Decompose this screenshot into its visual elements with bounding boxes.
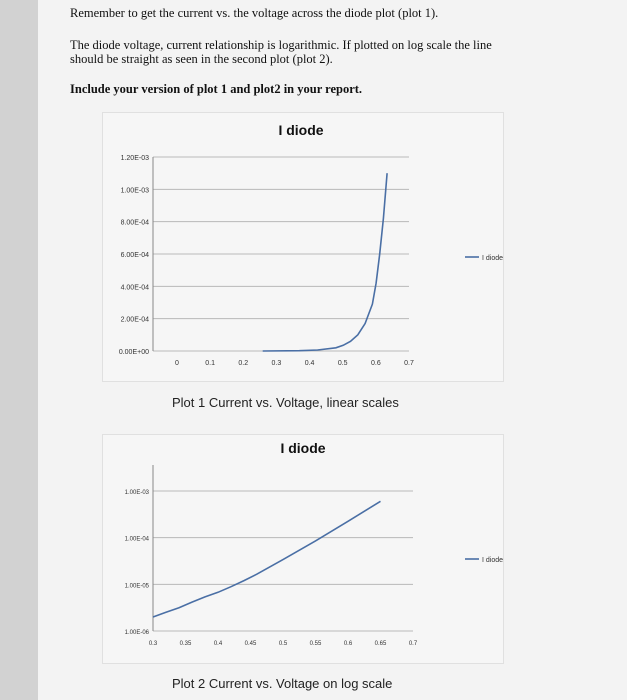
plot1-title: I diode (278, 122, 324, 138)
plot1-svg (103, 113, 503, 381)
plot1-x-tick-label: 0.3 (271, 360, 282, 367)
plot1-x-tick-label: 0.4 (304, 360, 315, 367)
instruction-line-1: Remember to get the current vs. the voltage across the diode plot (plot 1). (70, 6, 439, 20)
plot2-x-tick-label: 0.35 (179, 641, 192, 647)
plot1-y-tick-label: 1.00E-03 (120, 187, 149, 195)
plot2-x-tick-label: 0.6 (343, 641, 353, 647)
document-page (38, 0, 627, 700)
plot2-legend-label: I diode (482, 557, 503, 564)
plot1-y-tick-label: 6.00E-04 (120, 252, 149, 259)
plot2-x-tick-label: 0.4 (213, 641, 223, 647)
plot2-area (102, 434, 504, 664)
plot1-legend-label: I diode (482, 255, 503, 262)
plot1-x-tick-label: 0.5 (337, 360, 348, 367)
instruction-line-4: Include your version of plot 1 and plot2 in your report. (70, 82, 363, 96)
plot1-x-tick-label: 0.1 (205, 360, 216, 367)
plot2-x-tick-label: 0.5 (278, 641, 288, 647)
plot2-x-tick-label: 0.45 (244, 641, 257, 647)
instruction-line-2: The diode voltage, current relationship is logarithmic. If plotted on log scale the line (70, 38, 492, 52)
plot1-y-tick-label: 1.20E-03 (120, 155, 149, 162)
plot2-x-tick-label: 0.65 (374, 641, 387, 647)
plot1-area (102, 112, 504, 382)
plot1-x-tick-label: 0.2 (238, 360, 249, 367)
plot1-y-tick-label: 0.00E+00 (118, 349, 149, 356)
plot1-x-tick-label: 0 (175, 360, 179, 367)
plot1-y-tick-label: 2.00E-04 (120, 316, 149, 324)
plot2-x-tick-label: 0.7 (408, 641, 418, 647)
plot2-caption: Plot 2 Current vs. Voltage on log scale (172, 676, 393, 691)
plot2-series-line (153, 501, 381, 617)
plot2-y-tick-label: 1.00E-05 (124, 583, 149, 590)
plot2-y-tick-label: 1.00E-06 (124, 630, 149, 636)
plot1-series-line (263, 173, 387, 351)
plot2-title: I diode (280, 440, 326, 456)
plot1-caption: Plot 1 Current vs. Voltage, linear scales (172, 395, 399, 410)
plot2-x-tick-label: 0.3 (148, 641, 158, 647)
plot2-svg (103, 435, 503, 663)
instruction-line-3: should be straight as seen in the second plot (plot 2). (70, 52, 333, 66)
plot2-y-tick-label: 1.00E-04 (124, 536, 149, 543)
plot2-x-tick-label: 0.55 (309, 641, 322, 647)
plot2-y-tick-label: 1.00E-03 (124, 490, 149, 496)
plot1-y-tick-label: 4.00E-04 (120, 284, 149, 292)
plot1-x-tick-label: 0.7 (404, 360, 414, 367)
plot1-y-tick-label: 8.00E-04 (120, 219, 149, 227)
plot1-x-tick-label: 0.6 (370, 360, 381, 367)
